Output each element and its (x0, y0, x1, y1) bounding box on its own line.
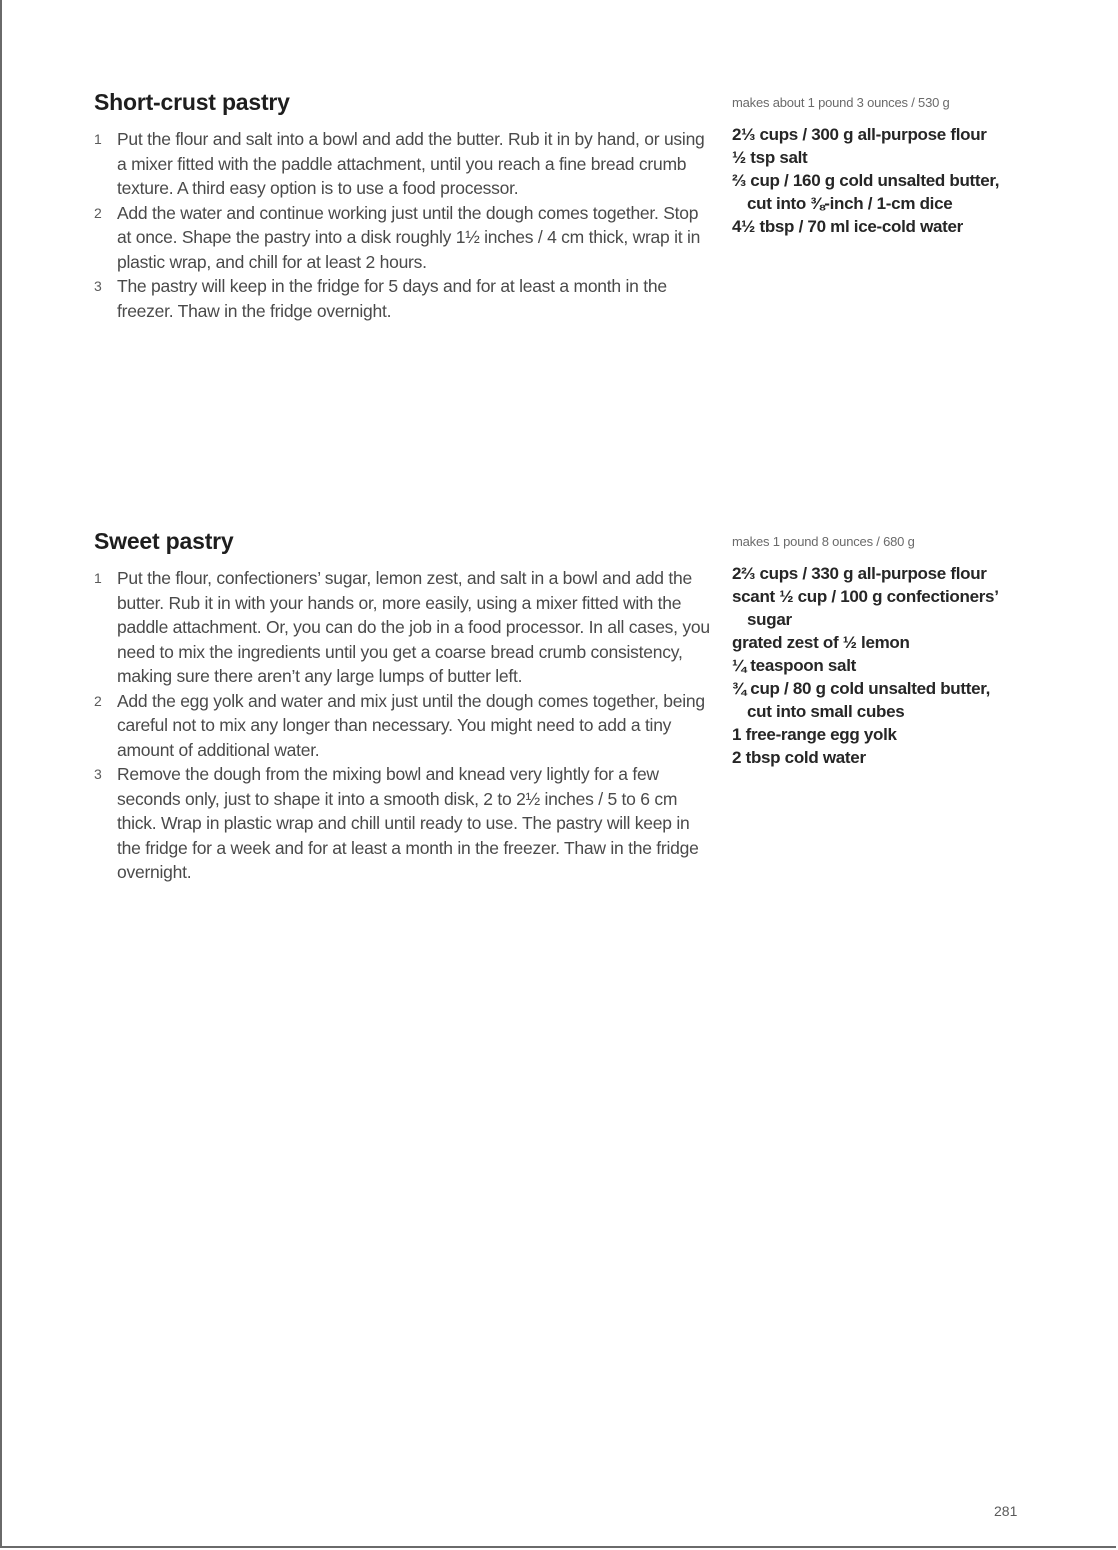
page-number: 281 (994, 1503, 1018, 1519)
recipe-yield: makes 1 pound 8 ounces / 680 g (732, 534, 915, 549)
recipe-title: Short-crust pastry (94, 89, 290, 115)
step-text: Put the flour and salt into a bowl and add the butter. Rub it in by hand, or using a mixer fitted with the paddle attachment, until you reach a fine bread crumb texture. A third easy option is to use a food processor. (117, 129, 705, 198)
step-number: 3 (94, 766, 102, 782)
ingredient-list (732, 562, 1012, 769)
ingredient-item: 4½ tbsp / 70 ml ice-cold water (732, 217, 963, 236)
ingredient-item: ½ tsp salt (732, 148, 808, 167)
step-text: Put the flour, confectioners’ sugar, lemon zest, and salt in a bowl and add the butter. Rub it in with your hands or, more easily, using a mixer fitted with the paddle attachment. Or, you can do the job in a food processor. In all cases, you need to mix the ingredients until you get a coarse bread crumb consistency, making sure there aren’t any large lumps of butter left. (117, 568, 710, 686)
ingredient-list (732, 123, 1012, 238)
method-step (94, 127, 714, 201)
step-number: 2 (94, 692, 102, 709)
method-step (94, 566, 714, 689)
recipe-yield: makes about 1 pound 3 ounces / 530 g (732, 95, 950, 110)
method-step (94, 762, 714, 885)
method-steps (94, 566, 714, 885)
ingredient-item: ⅔ cup / 160 g cold unsalted butter, cut into ⅜-inch / 1-cm dice (732, 171, 1000, 213)
ingredient-item: 2 tbsp cold water (732, 748, 866, 767)
ingredient-item: 2⅔ cups / 330 g all-purpose flour (732, 564, 987, 583)
method-step (94, 274, 714, 323)
ingredient-item: scant ½ cup / 100 g confectioners’ sugar (732, 587, 998, 629)
step-text: Remove the dough from the mixing bowl and knead very lightly for a few seconds only, just to shape it into a smooth disk, 2 to 2½ inches / 5 to 6 cm thick. Wrap in plastic wrap and chill until ready to use. The pastry will keep in the fridge for a week and for at least a month in the freezer. Thaw in the fridge overnight. (117, 764, 699, 882)
ingredient-item: 2⅓ cups / 300 g all-purpose flour (732, 125, 987, 144)
step-number: 2 (94, 204, 102, 221)
ingredient-item: ¼ teaspoon salt (732, 656, 856, 675)
ingredient-item: ¾ cup / 80 g cold unsalted butter, cut into small cubes (732, 679, 991, 721)
method-steps (94, 127, 714, 323)
step-text: Add the egg yolk and water and mix just until the dough comes together, being careful not to mix any longer than necessary. You might need to add a tiny amount of additional water. (117, 690, 705, 760)
step-number: 1 (94, 570, 102, 586)
step-text: Add the water and continue working just until the dough comes together. Stop at once. Shape the pastry into a disk roughly 1½ inches / 4 cm thick, wrap it in plastic wrap, and chill for at least 2 hours. (117, 202, 701, 272)
ingredient-item: 1 free-range egg yolk (732, 725, 897, 744)
method-step (94, 689, 714, 763)
step-text: The pastry will keep in the fridge for 5 days and for at least a month in the freezer. Thaw in the fridge overnight. (117, 276, 667, 321)
method-step (94, 201, 714, 275)
recipe-title: Sweet pastry (94, 528, 234, 554)
ingredient-item: grated zest of ½ lemon (732, 633, 910, 652)
step-number: 1 (94, 131, 102, 147)
step-number: 3 (94, 278, 102, 294)
